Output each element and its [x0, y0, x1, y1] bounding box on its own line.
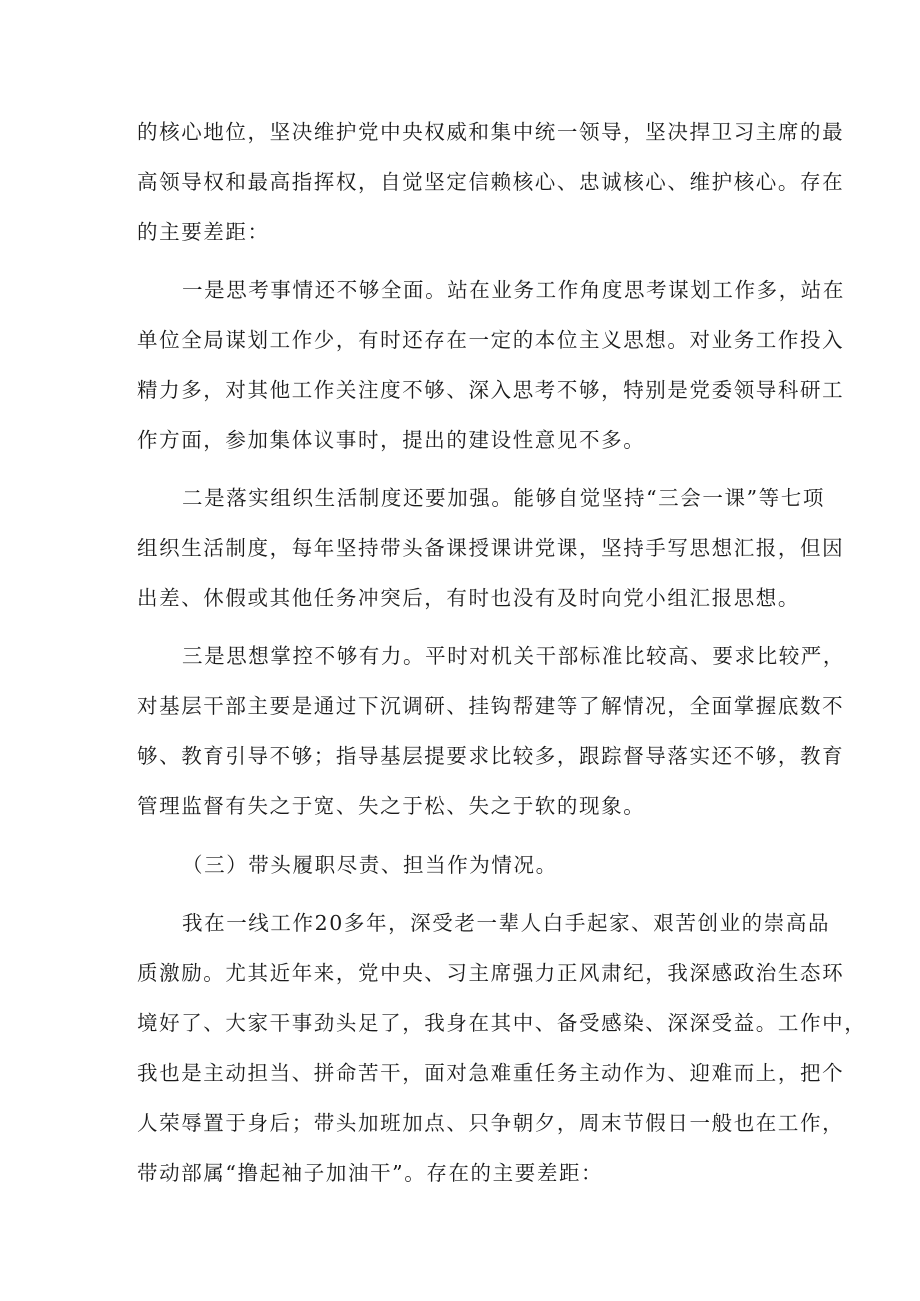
text-line: 质激励。尤其近年来，党中央、习主席强力正风肃纪，我深感政治生态环: [137, 961, 845, 985]
text-line: 二是落实组织生活制度还要加强。能够自觉坚持“三会一课”等七项: [182, 486, 825, 510]
text-line: 管理监督有失之于宽、失之于松、失之于软的现象。: [137, 794, 646, 818]
text-line: 一是思考事情还不够全面。站在业务工作角度思考谋划工作多，站在: [182, 278, 845, 302]
text-line: 我在一线工作20多年，深受老一辈人白手起家、艰苦创业的崇高品: [182, 911, 831, 935]
text-line: 人荣辱置于身后；带头加班加点、只争朝夕，周末节假日一般也在工作，: [137, 1111, 845, 1135]
text-line: 对基层干部主要是通过下沉调研、挂钩帮建等了解情况，全面掌握底数不: [137, 694, 845, 718]
text-line: 精力多，对其他工作关注度不够、深入思考不够，特别是党委领导科研工: [137, 378, 845, 402]
text-line: 的主要差距：: [137, 220, 270, 244]
text-line: 作方面，参加集体议事时，提出的建设性意见不多。: [137, 428, 646, 452]
text-line: 带动部属“撸起袖子加油干”。存在的主要差距：: [137, 1161, 604, 1185]
text-line: 组织生活制度，每年坚持带头备课授课讲党课，坚持手写思想汇报，但因: [137, 536, 845, 560]
text-line: 够、教育引导不够；指导基层提要求比较多，跟踪督导落实还不够，教育: [137, 744, 845, 768]
text-line: 我也是主动担当、拼命苦干，面对急难重任务主动作为、迎难而上，把个: [137, 1061, 845, 1085]
text-line: 高领导权和最高指挥权，自觉坚定信赖核心、忠诚核心、维护核心。存在: [137, 170, 845, 194]
section-heading: （三）带头履职尽责、担当作为情况。: [182, 853, 558, 877]
text-line: 的核心地位，坚决维护党中央权威和集中统一领导，坚决捍卫习主席的最: [137, 120, 845, 144]
text-line: 出差、休假或其他任务冲突后，有时也没有及时向党小组汇报思想。: [137, 586, 800, 610]
text-line: 三是思想掌控不够有力。平时对机关干部标准比较高、要求比较严，: [182, 644, 845, 668]
text-line: 单位全局谋划工作少，有时还存在一定的本位主义思想。对业务工作投入: [137, 328, 845, 352]
text-line: 境好了、大家干事劲头足了，我身在其中、备受感染、深深受益。工作中，: [137, 1011, 867, 1035]
